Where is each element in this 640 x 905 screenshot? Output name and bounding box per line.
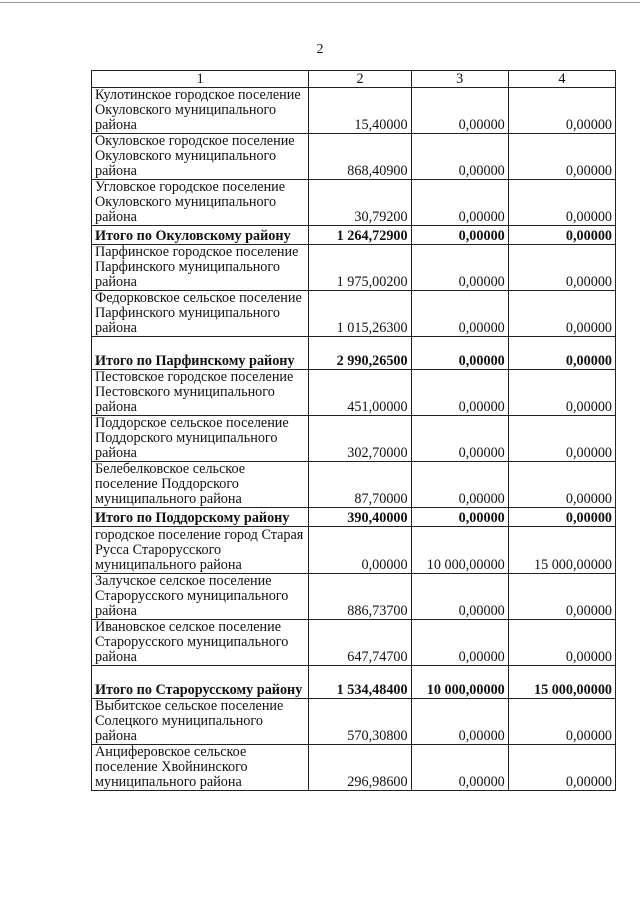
row-value-col3: 10 000,00000 <box>411 527 508 574</box>
table-row <box>92 180 616 226</box>
table-row <box>92 245 616 291</box>
row-value-col3: 0,00000 <box>411 462 508 508</box>
total-value-col2: 390,40000 <box>309 508 411 527</box>
table-row <box>92 527 616 574</box>
table-row <box>92 134 616 180</box>
table-row <box>92 574 616 620</box>
row-value-col2: 30,79200 <box>309 180 411 226</box>
row-name: Белебелковское сельское поселение Поддорского муниципального района <box>92 462 309 508</box>
row-name: Ивановское селское поселение Старорусского муниципального района <box>92 620 309 666</box>
total-value-col2: 2 990,26500 <box>309 337 411 370</box>
row-value-col2: 1 015,26300 <box>309 291 411 337</box>
row-value-col3: 0,00000 <box>411 745 508 791</box>
row-value-col2: 0,00000 <box>309 527 411 574</box>
table-total-row <box>92 508 616 527</box>
total-row-name: Итого по Окуловскому району <box>92 226 309 245</box>
table-row <box>92 88 616 134</box>
row-value-col3: 0,00000 <box>411 245 508 291</box>
row-value-col2: 296,98600 <box>309 745 411 791</box>
row-name: Поддорское сельское поселение Поддорского муниципального района <box>92 416 309 462</box>
row-value-col4: 0,00000 <box>508 88 615 134</box>
total-value-col2: 1 264,72900 <box>309 226 411 245</box>
total-row-name: Итого по Парфинскому району <box>92 337 309 370</box>
total-value-col3: 0,00000 <box>411 226 508 245</box>
table-row <box>92 620 616 666</box>
table-row <box>92 416 616 462</box>
scan-top-edge-line <box>0 2 640 3</box>
table-row <box>92 745 616 791</box>
table-row <box>92 462 616 508</box>
row-name: Угловское городское поселение Окуловского муниципального района <box>92 180 309 226</box>
row-name: Федорковское сельское поселение Парфинского муниципального района <box>92 291 309 337</box>
data-table <box>91 70 616 791</box>
total-row-name: Итого по Поддорскому району <box>92 508 309 527</box>
row-value-col4: 15 000,00000 <box>508 527 615 574</box>
row-value-col4: 0,00000 <box>508 370 615 416</box>
column-header-3: 3 <box>411 71 508 88</box>
row-value-col3: 0,00000 <box>411 574 508 620</box>
row-value-col3: 0,00000 <box>411 291 508 337</box>
table-total-row <box>92 666 616 699</box>
row-value-col4: 0,00000 <box>508 416 615 462</box>
total-row-name: Итого по Старорусскому району <box>92 666 309 699</box>
row-value-col4: 0,00000 <box>508 462 615 508</box>
row-value-col2: 647,74700 <box>309 620 411 666</box>
total-value-col4: 15 000,00000 <box>508 666 615 699</box>
table-row <box>92 370 616 416</box>
row-value-col3: 0,00000 <box>411 180 508 226</box>
row-value-col2: 886,73700 <box>309 574 411 620</box>
row-name: Выбитское сельское поселение Солецкого муниципального района <box>92 699 309 745</box>
row-value-col4: 0,00000 <box>508 291 615 337</box>
row-value-col3: 0,00000 <box>411 620 508 666</box>
row-value-col4: 0,00000 <box>508 245 615 291</box>
total-value-col2: 1 534,48400 <box>309 666 411 699</box>
table-header-row <box>92 71 616 88</box>
total-value-col3: 0,00000 <box>411 337 508 370</box>
total-value-col4: 0,00000 <box>508 226 615 245</box>
page-number: 2 <box>316 42 324 57</box>
row-name: городское поселение город Старая Русса Старорусского муниципального района <box>92 527 309 574</box>
row-value-col2: 15,40000 <box>309 88 411 134</box>
row-value-col4: 0,00000 <box>508 620 615 666</box>
table-row <box>92 699 616 745</box>
row-name: Пестовское городское поселение Пестовского муниципального района <box>92 370 309 416</box>
row-value-col4: 0,00000 <box>508 574 615 620</box>
row-value-col4: 0,00000 <box>508 180 615 226</box>
table-total-row <box>92 226 616 245</box>
column-header-1: 1 <box>92 71 309 88</box>
row-value-col4: 0,00000 <box>508 134 615 180</box>
table-total-row <box>92 337 616 370</box>
row-name: Кулотинское городское поселение Окуловского муниципального района <box>92 88 309 134</box>
total-value-col4: 0,00000 <box>508 337 615 370</box>
row-value-col2: 302,70000 <box>309 416 411 462</box>
row-value-col3: 0,00000 <box>411 416 508 462</box>
row-value-col3: 0,00000 <box>411 88 508 134</box>
row-value-col2: 570,30800 <box>309 699 411 745</box>
row-value-col2: 1 975,00200 <box>309 245 411 291</box>
row-value-col4: 0,00000 <box>508 745 615 791</box>
row-value-col2: 868,40900 <box>309 134 411 180</box>
column-header-4: 4 <box>508 71 615 88</box>
row-value-col2: 87,70000 <box>309 462 411 508</box>
row-value-col4: 0,00000 <box>508 699 615 745</box>
row-name: Окуловское городское поселение Окуловского муниципального района <box>92 134 309 180</box>
total-value-col3: 10 000,00000 <box>411 666 508 699</box>
total-value-col4: 0,00000 <box>508 508 615 527</box>
row-value-col3: 0,00000 <box>411 699 508 745</box>
row-name: Залучское селское поселение Старорусского муниципального района <box>92 574 309 620</box>
row-value-col3: 0,00000 <box>411 134 508 180</box>
row-name: Анциферовское сельское поселение Хвойнинского муниципального района <box>92 745 309 791</box>
row-value-col2: 451,00000 <box>309 370 411 416</box>
column-header-2: 2 <box>309 71 411 88</box>
row-name: Парфинское городское поселение Парфинского муниципального района <box>92 245 309 291</box>
row-value-col3: 0,00000 <box>411 370 508 416</box>
total-value-col3: 0,00000 <box>411 508 508 527</box>
table-row <box>92 291 616 337</box>
